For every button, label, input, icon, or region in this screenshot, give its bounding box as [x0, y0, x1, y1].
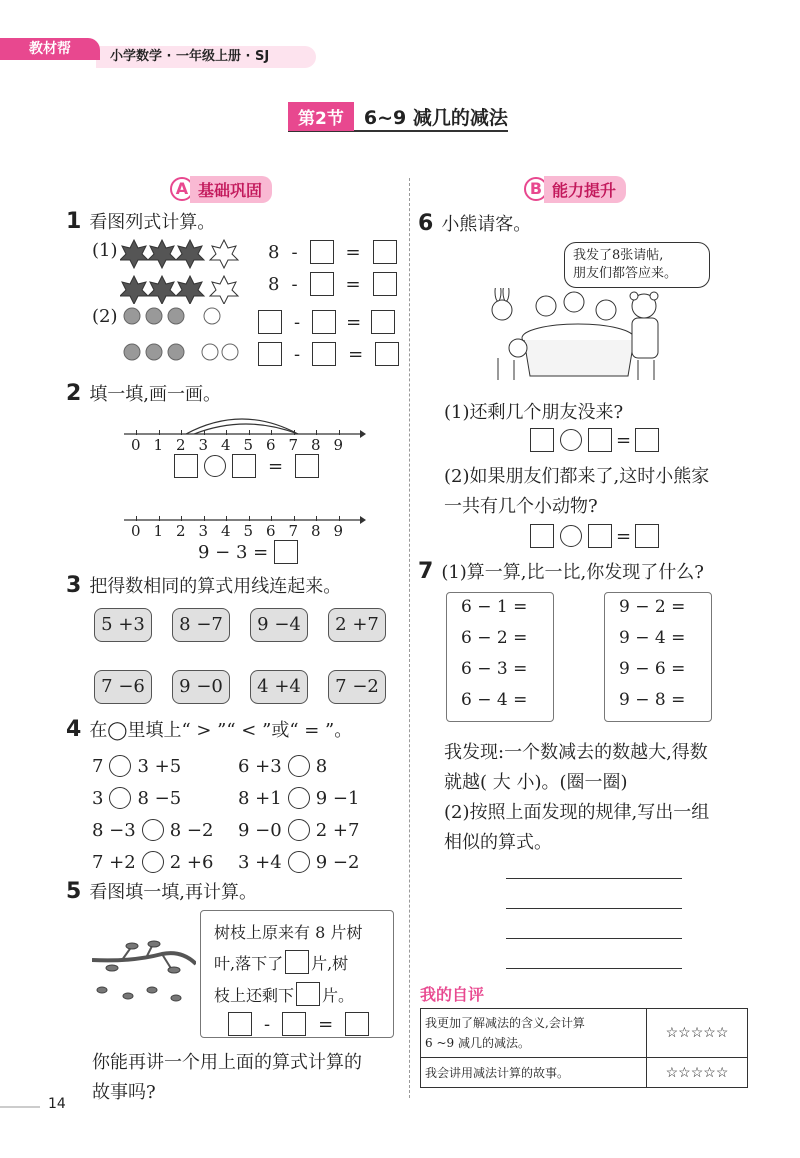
q1-eq3-equals: = [346, 311, 362, 333]
q6-sub-2a: (2)如果朋友们都来了,这时小熊家 [444, 466, 710, 487]
answer-box[interactable] [174, 454, 198, 478]
answer-box[interactable] [282, 1012, 306, 1036]
part-b-letter: B [524, 177, 548, 201]
q7-sub-2a: (2)按照上面发现的规律,写出一组 [444, 802, 710, 823]
answer-box[interactable] [530, 428, 554, 452]
book-info-bar [96, 46, 316, 68]
number-line-tick [249, 430, 250, 435]
answer-box[interactable] [588, 524, 612, 548]
number-line-tick [339, 430, 340, 435]
q1-eq-3 [258, 310, 395, 334]
q1-eq1-num: 8 [268, 241, 280, 263]
number-line-tick [204, 516, 205, 521]
compare-circle[interactable] [288, 819, 310, 841]
q6-eq2-equals: = [616, 525, 632, 547]
q3-top-expr[interactable]: 9 −4 [250, 608, 308, 642]
self-eval-row [421, 1009, 748, 1058]
number-line-tick [271, 430, 272, 435]
speech-line-1: 我发了8张请帖, [573, 248, 664, 263]
number-line-tick [316, 430, 317, 435]
number-line-1-ticks [122, 410, 366, 456]
q1-eq3-minus: - [294, 311, 301, 333]
q3-bottom-expr[interactable]: 7 −6 [94, 670, 152, 704]
answer-box[interactable] [373, 272, 397, 296]
answer-box[interactable] [310, 240, 334, 264]
q1-eq4-equals: = [348, 343, 364, 365]
compare-circle[interactable] [142, 851, 164, 873]
answer-box[interactable] [274, 540, 298, 564]
q7-finding-2: 就越( 大 小)。(圈一圈) [444, 772, 628, 793]
number-line-label: 7 [288, 522, 299, 540]
number-line-tick [226, 516, 227, 521]
q1-eq-2 [268, 272, 397, 296]
page-number: 14 [48, 1096, 66, 1112]
q1-eq1-equals: = [345, 241, 361, 263]
number-line-label: 3 [198, 436, 209, 454]
q4-left: 3 [92, 787, 104, 809]
section-badge: 第2节 [288, 102, 354, 131]
answer-line[interactable] [506, 968, 682, 969]
q4-number: 4 [66, 716, 82, 742]
q7-right-box [604, 592, 712, 722]
number-line-tick [294, 430, 295, 435]
number-line-label: 6 [266, 522, 276, 540]
q4-right: 9 −2 [315, 851, 360, 873]
q3-bottom-expr[interactable]: 7 −2 [328, 670, 386, 704]
speech-line-2: 朋友们都答应来。 [573, 266, 678, 281]
q4-text: 在◯里填上“ > ”“ < ”或“ = ”。 [89, 720, 353, 741]
q2-heading [66, 380, 221, 406]
q1-label-2: (2) [92, 306, 118, 327]
self-eval-row [421, 1058, 748, 1088]
q4-left: 9 −0 [238, 819, 282, 841]
number-line-tick [159, 430, 160, 435]
q1-number: 1 [66, 208, 82, 234]
answer-line[interactable] [506, 878, 682, 879]
answer-box[interactable] [373, 240, 397, 264]
q4-left: 3 +4 [238, 851, 282, 873]
number-line-label: 5 [243, 436, 254, 454]
number-line-tick [339, 516, 340, 521]
compare-circle[interactable] [142, 819, 164, 841]
answer-box[interactable] [295, 454, 319, 478]
q4-right: 8 [315, 755, 328, 777]
q6-sub-2b: 一共有几个小动物? [444, 496, 598, 517]
answer-box[interactable] [371, 310, 395, 334]
q1-eq-4 [258, 342, 399, 366]
q4-right: 8 −5 [137, 787, 182, 809]
q4-right: 3 +5 [137, 755, 182, 777]
answer-box[interactable] [312, 310, 336, 334]
number-line-label: 4 [221, 522, 231, 540]
q3-top-expr[interactable]: 5 +3 [94, 608, 152, 642]
q7-right-expr: 9 − 6 = [619, 659, 686, 679]
q3-top-expr[interactable]: 8 −7 [172, 608, 230, 642]
q1-eq2-equals: = [345, 273, 361, 295]
number-line-tick [181, 516, 182, 521]
answer-box[interactable] [375, 342, 399, 366]
operator-circle[interactable] [204, 455, 226, 477]
q4-left: 7 [92, 755, 104, 777]
q5-heading [66, 878, 257, 904]
self-eval-title: 我的自评 [420, 985, 485, 1004]
q1-heading [66, 208, 215, 234]
number-line-tick [136, 516, 137, 521]
number-line-label: 1 [153, 522, 164, 540]
number-line-label: 2 [176, 436, 186, 454]
speech-bubble [564, 242, 710, 288]
q7-sub-2b: 相似的算式。 [444, 832, 552, 853]
q6-eq-1 [530, 428, 659, 452]
number-line-tick [249, 516, 250, 521]
number-line-tick [159, 516, 160, 521]
number-line-label: 8 [311, 436, 321, 454]
number-line-tick [204, 430, 205, 435]
q4-right: 8 −2 [169, 819, 214, 841]
footer-rule [0, 1106, 40, 1108]
self-eval-table [420, 1008, 748, 1088]
flowers-image [122, 304, 252, 366]
part-b-title: 能力提升 [544, 176, 626, 203]
q4-left: 8 +1 [238, 787, 282, 809]
q6-eq-2 [530, 524, 659, 548]
number-line-tick [181, 430, 182, 435]
self-eval-criterion [421, 1009, 647, 1058]
q7-heading [418, 558, 704, 584]
q5-follow-2: 故事吗? [92, 1082, 156, 1103]
q5-number: 5 [66, 878, 82, 904]
number-line-label: 3 [198, 522, 209, 540]
bear-party-image [488, 288, 672, 382]
q5-equals: = [318, 1013, 334, 1035]
compare-circle[interactable] [288, 851, 310, 873]
q5-equation [228, 1012, 369, 1036]
q6-number: 6 [418, 210, 434, 236]
self-eval-text: 6 ~9 减几的减法。 [425, 1036, 530, 1050]
answer-line[interactable] [506, 908, 682, 909]
q1-label-1: (1) [92, 240, 118, 261]
q4-grid [92, 750, 392, 878]
q7-right-expr: 9 − 2 = [619, 597, 686, 617]
number-line-tick [294, 516, 295, 521]
q5-line-2b: 片,树 [311, 953, 349, 973]
number-line-label: 8 [311, 522, 321, 540]
q7-left-box [446, 592, 554, 722]
q5-line-3 [214, 982, 354, 1006]
q2-eq-2 [198, 540, 298, 564]
number-line-tick [226, 430, 227, 435]
q6-eq1-equals: = [616, 429, 632, 451]
q5-line-3a: 枝上还剩下 [214, 985, 295, 1005]
q3-bottom-expr[interactable]: 4 +4 [250, 670, 308, 704]
q3-top-expr[interactable]: 2 +7 [328, 608, 386, 642]
number-line-label: 5 [243, 522, 254, 540]
q7-left-expr: 6 − 3 = [461, 659, 528, 679]
q7-finding-1: 我发现:一个数减去的数越大,得数 [444, 742, 708, 763]
answer-box[interactable] [312, 342, 336, 366]
q2-eq1-equals: = [268, 455, 284, 477]
answer-box[interactable] [285, 950, 309, 974]
q7-number: 7 [418, 558, 434, 584]
number-line-tick [136, 430, 137, 435]
q7-right-expr: 9 − 4 = [619, 628, 686, 648]
q7-left-expr: 6 − 4 = [461, 690, 528, 710]
operator-circle[interactable] [560, 525, 582, 547]
number-line-label: 1 [153, 436, 164, 454]
q7-left-expr: 6 − 1 = [461, 597, 528, 617]
number-line-label: 0 [131, 436, 141, 454]
compare-circle[interactable] [109, 755, 131, 777]
section-heading: 6~9 减几的减法 [363, 106, 508, 129]
q4-right: 2 +6 [169, 851, 214, 873]
column-divider [409, 178, 410, 1098]
q4-right: 2 +7 [315, 819, 360, 841]
number-line-label: 6 [266, 436, 276, 454]
section-title [288, 102, 508, 132]
star-rating[interactable]: ☆☆☆☆☆ [647, 1058, 748, 1088]
q4-left: 8 −3 [92, 819, 136, 841]
answer-box[interactable] [232, 454, 256, 478]
q4-left: 6 +3 [238, 755, 282, 777]
number-line-label: 2 [176, 522, 186, 540]
part-a-letter: A [170, 177, 194, 201]
operator-circle[interactable] [560, 429, 582, 451]
number-line-label: 9 [333, 522, 344, 540]
q2-expr: 9 − 3 = [198, 541, 269, 563]
number-line-label: 7 [288, 436, 299, 454]
book-title: 小学数学 · 一年级上册 · SJ [110, 49, 270, 64]
q5-line-1: 树枝上原来有 8 片树 [214, 923, 363, 942]
q5-line-2a: 叶,落下了 [214, 953, 284, 973]
q7-right-expr: 9 − 8 = [619, 690, 686, 710]
q7-left-expr: 6 − 2 = [461, 628, 528, 648]
q6-sub-1: (1)还剩几个朋友没来? [444, 402, 624, 423]
answer-line[interactable] [506, 938, 682, 939]
q6-text: 小熊请客。 [441, 214, 532, 235]
q3-heading [66, 572, 341, 598]
q5-line-3b: 片。 [322, 985, 355, 1005]
answer-box[interactable] [345, 1012, 369, 1036]
part-a-title: 基础巩固 [190, 176, 272, 203]
q7-text: (1)算一算,比一比,你发现了什么? [441, 562, 704, 583]
part-a-header [170, 176, 272, 202]
number-line-label: 0 [131, 522, 141, 540]
q5-text: 看图填一填,再计算。 [89, 882, 258, 903]
answer-box[interactable] [530, 524, 554, 548]
q6-heading [418, 210, 531, 236]
answer-box[interactable] [296, 982, 320, 1006]
branch-leaves-image [92, 940, 196, 1006]
answer-box[interactable] [635, 428, 659, 452]
self-eval-text: 我更加了解减法的含义,会计算 [425, 1016, 585, 1030]
number-line-label: 9 [333, 436, 344, 454]
q3-number: 3 [66, 572, 82, 598]
q1-eq2-minus: - [291, 273, 298, 295]
q4-right: 9 −1 [315, 787, 360, 809]
number-line-2-ticks [122, 498, 366, 544]
q1-text: 看图列式计算。 [89, 212, 216, 233]
q3-text: 把得数相同的算式用线连起来。 [89, 576, 342, 597]
q1-eq-1 [268, 240, 397, 264]
answer-box[interactable] [258, 342, 282, 366]
q2-number: 2 [66, 380, 82, 406]
maple-leaves-image [120, 238, 240, 304]
number-line-tick [316, 516, 317, 521]
q2-eq-1 [174, 454, 319, 478]
q5-follow-1: 你能再讲一个用上面的算式计算的 [92, 1052, 362, 1073]
q4-left: 7 +2 [92, 851, 136, 873]
star-rating[interactable]: ☆☆☆☆☆ [647, 1009, 748, 1058]
answer-box[interactable] [258, 310, 282, 334]
answer-box[interactable] [228, 1012, 252, 1036]
answer-box[interactable] [635, 524, 659, 548]
compare-circle[interactable] [288, 787, 310, 809]
part-b-header [524, 176, 626, 202]
self-eval-criterion: 我会讲用减法计算的故事。 [421, 1058, 647, 1088]
q1-eq2-num: 8 [268, 273, 280, 295]
q1-eq1-minus: - [291, 241, 298, 263]
compare-circle[interactable] [288, 755, 310, 777]
q1-eq4-minus: - [294, 343, 301, 365]
q3-bottom-expr[interactable]: 9 −0 [172, 670, 230, 704]
answer-box[interactable] [588, 428, 612, 452]
q4-heading [66, 716, 352, 742]
answer-box[interactable] [310, 272, 334, 296]
number-line-label: 4 [221, 436, 231, 454]
q5-line-2 [214, 950, 348, 974]
q5-minus: - [264, 1013, 271, 1035]
number-line-tick [271, 516, 272, 521]
brand-tag: 教材帮 [0, 38, 100, 60]
q2-text: 填一填,画一画。 [89, 384, 222, 405]
compare-circle[interactable] [109, 787, 131, 809]
